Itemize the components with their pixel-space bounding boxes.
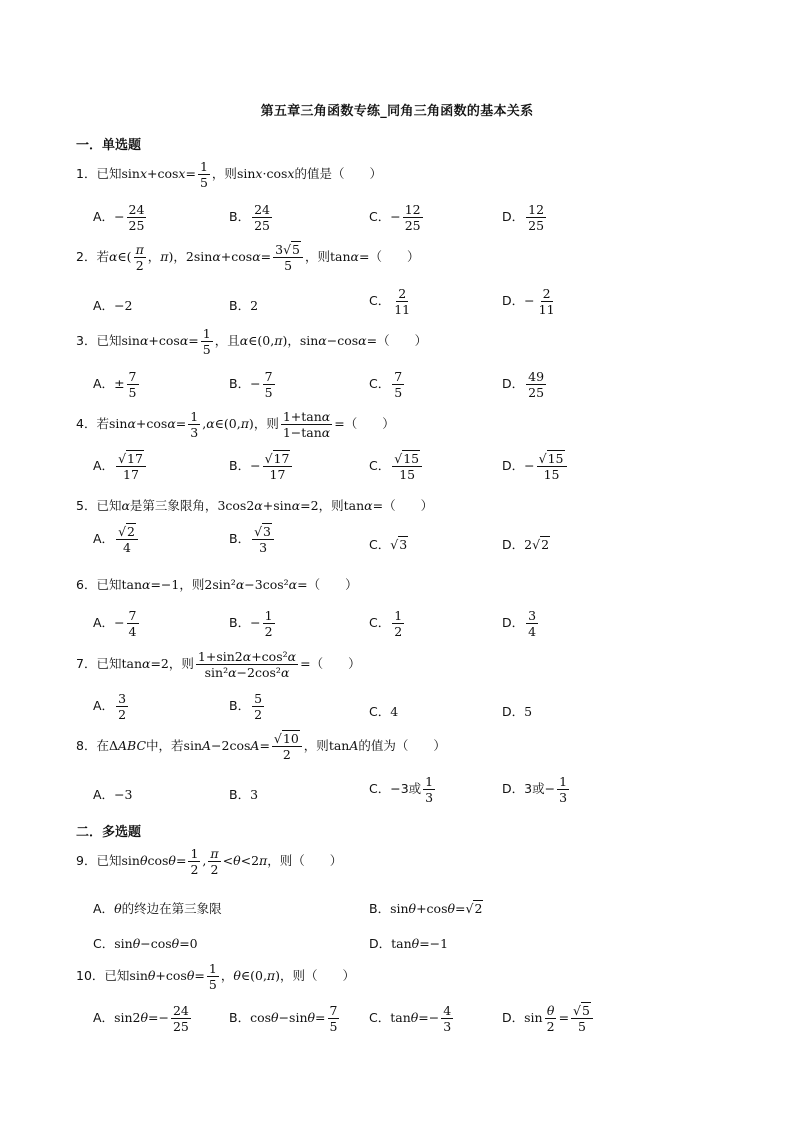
q1-option-b[interactable]: B． $\frac{24}{25}$ (229, 202, 270, 234)
q5-option-b[interactable]: B． $\frac{√3}{3}$ (229, 525, 276, 554)
q10-option-d[interactable]: D．sin $\frac{\theta}{2}$ = $\frac{√5}{5}$ (502, 1004, 595, 1033)
q4-option-a[interactable]: A． $\frac{√17}{17}$ (93, 452, 148, 481)
q7-option-d[interactable]: D．5 (502, 704, 533, 719)
q4-option-c[interactable]: C． $\frac{√15}{15}$ (369, 452, 424, 481)
q1-option-d[interactable]: D． $\frac{12}{25}$ (502, 202, 545, 234)
q8-option-a[interactable]: A．−3 (93, 787, 133, 802)
q5-option-c[interactable]: C．√3 (369, 537, 408, 552)
question-2: 2．若α∈( $\frac{\pi}{2}$ ，π)，2sinα+cosα= $\frac{3√5}{5}$ ，则tanα=（ ） (76, 242, 420, 274)
q4-option-b[interactable]: B．− $\frac{√17}{17}$ (229, 452, 294, 481)
q6-option-a[interactable]: A．− $\frac{7}{4}$ (93, 608, 137, 640)
q9-option-b[interactable]: B．sinθ+cosθ=√2 (369, 901, 483, 916)
question-4: 4．若sinα+cosα= $\frac{1}{3}$ ,α∈(0,π)，则 $\frac{1+\tan\alpha}{1-\tan\alpha}$ =（ ） (76, 409, 395, 441)
q9-option-c[interactable]: C．sinθ−cosθ=0 (93, 936, 198, 951)
q6-option-b[interactable]: B．− $\frac{1}{2}$ (229, 608, 273, 640)
question-1: 1．已知sinx+cosx= $\frac{1}{5}$ ，则sinx·cosx的值是（ ） (76, 159, 382, 191)
q3-option-b[interactable]: B．− $\frac{7}{5}$ (229, 369, 273, 401)
q7-option-c[interactable]: C．4 (369, 704, 399, 719)
q2-option-d[interactable]: D．− $\frac{2}{11}$ (502, 286, 555, 318)
q7-option-a[interactable]: A． $\frac{3}{2}$ (93, 691, 127, 723)
question-7: 7．已知tanα=2，则 $\frac{\text{1+sin2α+cos²α}}{\text{sin²α−2cos²α}}$ =（ ） (76, 649, 361, 681)
question-5: 5．已知α是第三象限角，3cos2α+sinα=2，则tanα=（ ） (76, 498, 434, 513)
q5-option-d[interactable]: D．2√2 (502, 537, 550, 552)
question-10: 10．已知sinθ+cosθ= $\frac{1}{5}$ ，θ∈(0,π)，则（ ） (76, 961, 356, 993)
q2-option-a[interactable]: A．−2 (93, 298, 133, 313)
q9-option-d[interactable]: D．tanθ=−1 (369, 936, 449, 951)
q8-option-b[interactable]: B．3 (229, 787, 259, 802)
q6-option-d[interactable]: D． $\frac{3}{4}$ (502, 608, 537, 640)
q7-option-b[interactable]: B． $\frac{5}{2}$ (229, 691, 263, 723)
q2-option-b[interactable]: B．2 (229, 298, 259, 313)
q8-option-d[interactable]: D．3或− $\frac{1}{3}$ (502, 774, 568, 806)
page-title: 第五章三角函数专练_同角三角函数的基本关系 (260, 104, 534, 119)
q3-option-c[interactable]: C． $\frac{7}{5}$ (369, 369, 403, 401)
section-single-choice: 一．单选题 (76, 138, 142, 153)
question-3: 3．已知sinα+cosα= $\frac{1}{5}$ ，且α∈(0,π)，sinα−cosα=（ ） (76, 326, 428, 358)
q10-option-a[interactable]: A．sin2θ=− $\frac{24}{25}$ (93, 1003, 189, 1035)
q3-option-a[interactable]: A．± $\frac{7}{5}$ (93, 369, 137, 401)
q4-option-d[interactable]: D．− $\frac{√15}{15}$ (502, 452, 569, 481)
q1-option-c[interactable]: C．− $\frac{12}{25}$ (369, 202, 421, 234)
q5-option-a[interactable]: A． $\frac{√2}{4}$ (93, 525, 140, 554)
question-6: 6．已知tanα=−1，则2sin²α−3cos²α=（ ） (76, 577, 358, 592)
q1-option-a[interactable]: A．− $\frac{24}{25}$ (93, 202, 145, 234)
q8-option-c[interactable]: C．−3或 $\frac{1}{3}$ (369, 774, 434, 806)
q10-option-c[interactable]: C．tanθ=− $\frac{4}{3}$ (369, 1003, 452, 1035)
question-9: 9．已知sinθcosθ= $\frac{1}{2}$ , $\frac{\pi}{2}$ <θ<2π，则（ ） (76, 846, 343, 878)
section-multiple-choice: 二．多选题 (76, 825, 142, 840)
q6-option-c[interactable]: C． $\frac{1}{2}$ (369, 608, 403, 640)
q10-option-b[interactable]: B．cosθ−sinθ= $\frac{7}{5}$ (229, 1003, 338, 1035)
q2-option-c[interactable]: C． $\frac{2}{11}$ (369, 286, 411, 318)
question-8: 8．在ΔABC中，若sinA−2cosA= $\frac{√10}{2}$ ，则tanA的值为（ ） (76, 731, 446, 763)
q9-option-a[interactable]: A．θ的终边在第三象限 (93, 901, 222, 916)
q3-option-d[interactable]: D． $\frac{49}{25}$ (502, 369, 545, 401)
